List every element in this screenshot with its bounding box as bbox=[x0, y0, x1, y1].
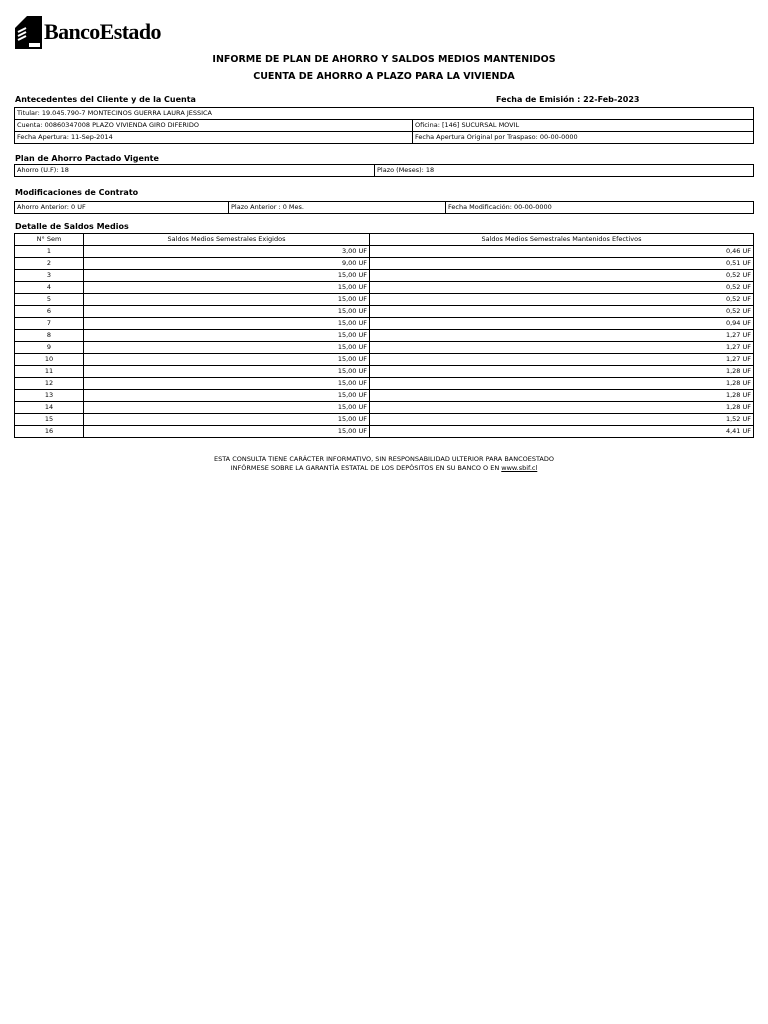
plazo-cell: Plazo (Meses): 18 bbox=[375, 165, 754, 177]
mantenido-cell: 1,28 UF bbox=[370, 390, 754, 402]
sem-cell: 4 bbox=[15, 282, 84, 294]
mantenido-cell: 0,46 UF bbox=[370, 246, 754, 258]
exigido-cell: 15,00 UF bbox=[84, 306, 370, 318]
exigido-cell: 15,00 UF bbox=[84, 270, 370, 282]
mantenido-cell: 0,52 UF bbox=[370, 294, 754, 306]
cliente-heading: Antecedentes del Cliente y de la Cuenta bbox=[15, 95, 196, 104]
plan-table bbox=[14, 164, 754, 177]
mantenido-cell: 1,27 UF bbox=[370, 330, 754, 342]
exigido-cell: 15,00 UF bbox=[84, 378, 370, 390]
saldos-row bbox=[15, 294, 754, 306]
mantenido-cell: 0,52 UF bbox=[370, 282, 754, 294]
sem-cell: 3 bbox=[15, 270, 84, 282]
fecha-emision: Fecha de Emisión : 22-Feb-2023 bbox=[496, 95, 640, 104]
footer-line-2-text: INFÓRMESE SOBRE LA GARANTÍA ESTATAL DE LOS DEPÓSITOS EN SU BANCO O EN bbox=[230, 464, 500, 472]
footer-disclaimer bbox=[0, 455, 768, 473]
exigido-cell: 15,00 UF bbox=[84, 366, 370, 378]
saldos-row bbox=[15, 354, 754, 366]
saldos-row bbox=[15, 270, 754, 282]
mantenido-cell: 0,52 UF bbox=[370, 270, 754, 282]
saldos-row bbox=[15, 366, 754, 378]
sem-cell: 12 bbox=[15, 378, 84, 390]
sem-cell: 10 bbox=[15, 354, 84, 366]
sem-cell: 11 bbox=[15, 366, 84, 378]
titular-cell: Titular: 19.045.790-7 MONTECINOS GUERRA LAURA JESSICA bbox=[15, 108, 754, 120]
modificaciones-heading: Modificaciones de Contrato bbox=[15, 188, 139, 197]
cuenta-cell: Cuenta: 00860347008 PLAZO VIVIENDA GIRO DIFERIDO bbox=[15, 120, 413, 132]
sem-cell: 14 bbox=[15, 402, 84, 414]
exigido-cell: 9,00 UF bbox=[84, 258, 370, 270]
sem-cell: 9 bbox=[15, 342, 84, 354]
saldos-heading: Detalle de Saldos Medios bbox=[15, 222, 129, 231]
plazo-anterior-cell: Plazo Anterior : 0 Mes. bbox=[229, 202, 446, 214]
oficina-cell: Oficina: [146] SUCURSAL MOVIL bbox=[413, 120, 754, 132]
cliente-table bbox=[14, 107, 754, 144]
fecha-apertura-traspaso-cell: Fecha Apertura Original por Traspaso: 00-00-0000 bbox=[413, 132, 754, 144]
exigido-cell: 15,00 UF bbox=[84, 426, 370, 438]
plan-heading: Plan de Ahorro Pactado Vigente bbox=[15, 154, 159, 163]
sem-cell: 8 bbox=[15, 330, 84, 342]
mantenido-cell: 4,41 UF bbox=[370, 426, 754, 438]
sem-cell: 5 bbox=[15, 294, 84, 306]
mantenido-cell: 1,27 UF bbox=[370, 342, 754, 354]
mantenido-cell: 1,28 UF bbox=[370, 366, 754, 378]
saldos-row bbox=[15, 282, 754, 294]
modificaciones-table bbox=[14, 201, 754, 214]
exigido-cell: 15,00 UF bbox=[84, 342, 370, 354]
sbif-link[interactable]: www.sbif.cl bbox=[501, 464, 538, 472]
exigido-cell: 15,00 UF bbox=[84, 354, 370, 366]
mantenido-cell: 1,27 UF bbox=[370, 354, 754, 366]
saldos-row bbox=[15, 390, 754, 402]
col-header-exigidos: Saldos Medios Semestrales Exigidos bbox=[84, 234, 370, 246]
saldos-row bbox=[15, 306, 754, 318]
report-subtitle: CUENTA DE AHORRO A PLAZO PARA LA VIVIENDA bbox=[253, 71, 515, 82]
saldos-row bbox=[15, 258, 754, 270]
saldos-row bbox=[15, 318, 754, 330]
col-header-sem: N° Sem bbox=[15, 234, 84, 246]
mantenido-cell: 1,28 UF bbox=[370, 378, 754, 390]
saldos-row bbox=[15, 414, 754, 426]
sem-cell: 13 bbox=[15, 390, 84, 402]
mantenido-cell: 1,28 UF bbox=[370, 402, 754, 414]
saldos-row bbox=[15, 402, 754, 414]
exigido-cell: 15,00 UF bbox=[84, 330, 370, 342]
sem-cell: 1 bbox=[15, 246, 84, 258]
mantenido-cell: 0,94 UF bbox=[370, 318, 754, 330]
exigido-cell: 15,00 UF bbox=[84, 414, 370, 426]
col-header-mantenidos: Saldos Medios Semestrales Mantenidos Efectivos bbox=[370, 234, 754, 246]
mantenido-cell: 0,52 UF bbox=[370, 306, 754, 318]
bancoestado-logo bbox=[15, 15, 161, 49]
mantenido-cell: 1,52 UF bbox=[370, 414, 754, 426]
sem-cell: 16 bbox=[15, 426, 84, 438]
exigido-cell: 15,00 UF bbox=[84, 318, 370, 330]
logo-text: BancoEstado bbox=[44, 19, 161, 44]
exigido-cell: 15,00 UF bbox=[84, 402, 370, 414]
exigido-cell: 15,00 UF bbox=[84, 282, 370, 294]
mantenido-cell: 0,51 UF bbox=[370, 258, 754, 270]
saldos-row bbox=[15, 330, 754, 342]
footer-line-2 bbox=[0, 464, 768, 473]
saldos-row bbox=[15, 426, 754, 438]
saldos-row bbox=[15, 246, 754, 258]
footer-line-1: ESTA CONSULTA TIENE CARÁCTER INFORMATIVO, SIN RESPONSABILIDAD ULTERIOR PARA BANCOESTADO bbox=[213, 455, 555, 463]
sem-cell: 2 bbox=[15, 258, 84, 270]
sem-cell: 7 bbox=[15, 318, 84, 330]
exigido-cell: 15,00 UF bbox=[84, 390, 370, 402]
saldos-row bbox=[15, 342, 754, 354]
fecha-modificacion-cell: Fecha Modificación: 00-00-0000 bbox=[446, 202, 754, 214]
sem-cell: 15 bbox=[15, 414, 84, 426]
ahorro-anterior-cell: Ahorro Anterior: 0 UF bbox=[15, 202, 229, 214]
sem-cell: 6 bbox=[15, 306, 84, 318]
ahorro-cell: Ahorro (U.F): 18 bbox=[15, 165, 375, 177]
report-title: INFORME DE PLAN DE AHORRO Y SALDOS MEDIOS MANTENIDOS bbox=[212, 54, 556, 65]
saldos-row bbox=[15, 378, 754, 390]
exigido-cell: 15,00 UF bbox=[84, 294, 370, 306]
fecha-apertura-cell: Fecha Apertura: 11-Sep-2014 bbox=[15, 132, 413, 144]
bancoestado-logo-mark bbox=[15, 16, 42, 49]
exigido-cell: 3,00 UF bbox=[84, 246, 370, 258]
saldos-table bbox=[14, 233, 754, 438]
